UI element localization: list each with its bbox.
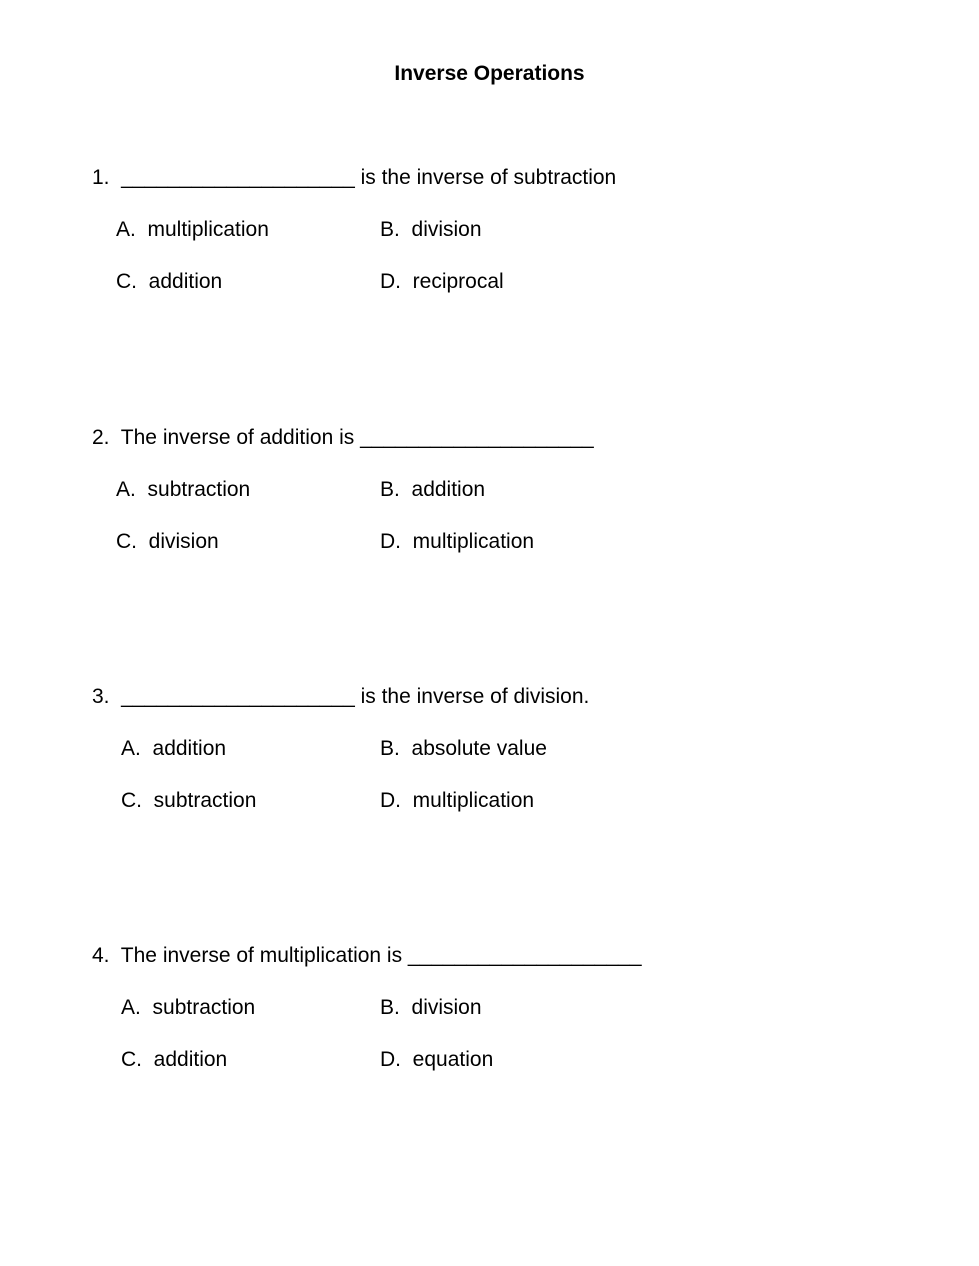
option-c: C. division [116, 530, 219, 553]
option-d: D. equation [380, 1048, 494, 1071]
option-c: C. subtraction [121, 789, 257, 812]
option-d: D. multiplication [380, 789, 535, 812]
page-title: Inverse Operations [394, 62, 585, 85]
option-a: A. subtraction [121, 996, 256, 1019]
option-b: B. division [380, 996, 482, 1019]
question-3 [92, 683, 590, 851]
option-a: A. subtraction [116, 478, 251, 501]
question-stem: 3. ____________________ is the inverse of division. [92, 685, 590, 708]
question-4 [92, 942, 642, 1110]
option-a: A. multiplication [116, 218, 269, 241]
question-stem: 2. The inverse of addition is ____________________ [92, 426, 594, 449]
option-c: C. addition [121, 1048, 228, 1071]
option-b: B. division [380, 218, 482, 241]
question-stem: 1. ____________________ is the inverse of subtraction [92, 166, 617, 189]
option-d: D. reciprocal [380, 270, 504, 293]
question-1 [92, 164, 617, 332]
question-stem: 4. The inverse of multiplication is ____________________ [92, 944, 642, 967]
option-b: B. addition [380, 478, 486, 501]
option-a: A. addition [121, 737, 227, 760]
question-2 [92, 424, 594, 592]
option-d: D. multiplication [380, 530, 535, 553]
option-b: B. absolute value [380, 737, 547, 760]
option-c: C. addition [116, 270, 223, 293]
